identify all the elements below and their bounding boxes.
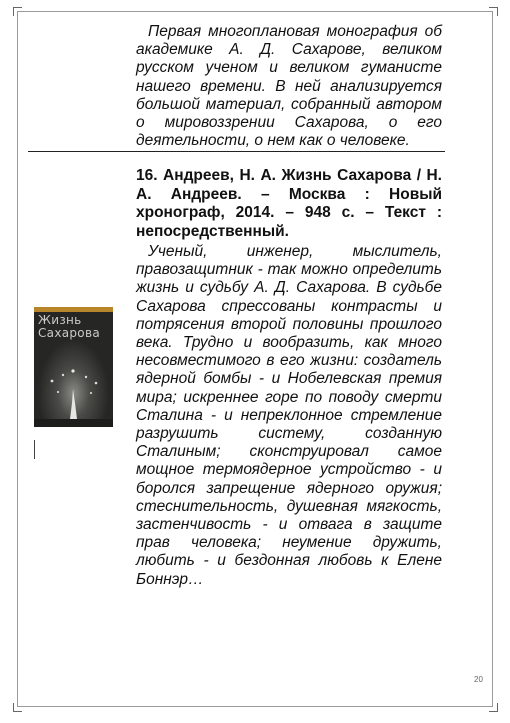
entry-divider [28,151,445,152]
previous-entry-annotation: Первая многоплановая монография об академике А. Д. Сахарове, великом русском ученом и великом гуманисте нашего времени. В ней анализируется большой материал, собранный автором о мировоззрении Сахарова, о его деятельности, о нем как о человеке. [136,23,442,150]
book-cover-image [34,307,113,427]
cover-title-line-2: Сахарова [38,326,100,340]
cover-title [38,314,112,340]
crop-mark-top-left [13,7,22,16]
cover-top-band [34,307,113,312]
crop-mark-bottom-right [489,703,498,712]
crop-mark-top-right [489,7,498,16]
bibliographic-entry-heading: 16. Андреев, Н. А. Жизнь Сахарова / Н. А. Андреев. – Москва : Новый хронограф, 2014. – 948 с. – Текст : непосредственный. [136,167,442,240]
page-number: 20 [474,675,483,684]
crop-mark-bottom-left [13,703,22,712]
margin-mark [34,440,35,459]
cover-title-line-1: Жизнь [38,313,82,327]
bibliographic-entry-annotation: Ученый, инженер, мыслитель, правозащитник - так можно определить жизнь и судьбу А. Д. Сахарова. В судьбе Сахарова спрессованы контрасты и потрясения второй половины прошлого века. Трудно и вообразить, как много несовместимого в его жизни: создатель ядерной бомбы - и Нобелевская премия мира; искреннее горе по поводу смерти Сталина - и непреклонное стремление разрушить систему, созданную Сталиным; сконструировал самое мощное термоядерное устройство - и боролся запрещение ядерного оружия; стеснительность, душевная мягкость, застенчивость - и отвага в защите прав человека; неумение дружить, любить - и бездонная любовь к Елене Боннэр… [136,243,442,588]
